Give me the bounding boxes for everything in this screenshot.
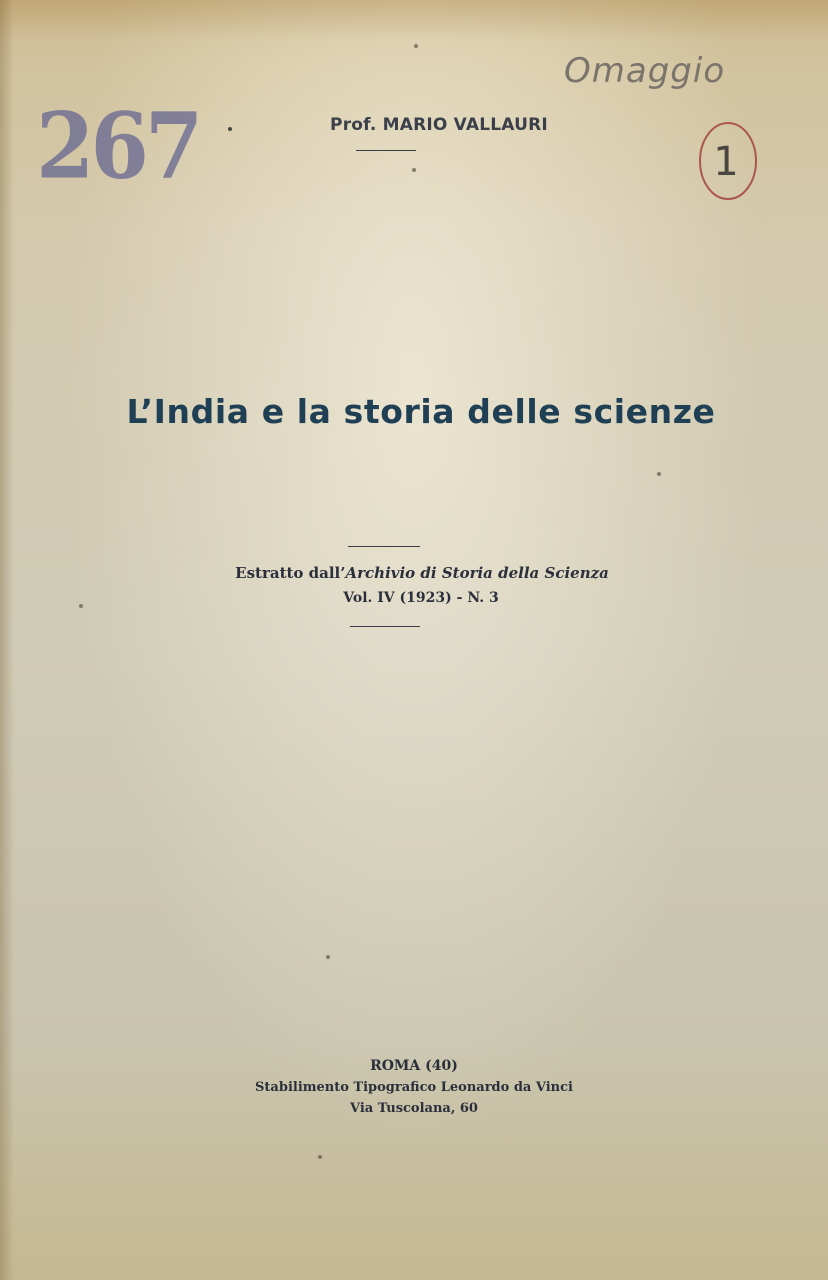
paper-speck [412,168,416,172]
volume-issue: Vol. IV (1923) - N. 3 [343,590,499,606]
paper-speck [657,472,661,476]
author-rule [356,150,416,151]
upper-divider [348,546,420,547]
extract-line [0,564,828,582]
journal-title: Archivio di Storia della Scienza [345,564,609,582]
document-title: L’India e la storia delle scienze [126,392,716,431]
imprint-street: Via Tuscolana, 60 [350,1101,478,1116]
circled-number: 1 [713,139,739,185]
paper-speck [326,955,330,959]
extract-prefix: Estratto dall’ [235,564,346,582]
handwritten-note: Omaggio [564,51,726,91]
author-line: Prof. MARIO VALLAURI [330,115,548,135]
paper-speck [318,1155,322,1159]
imprint-city: ROMA (40) [370,1058,458,1074]
imprint-printer: Stabilimento Tipografico Leonardo da Vinci [255,1080,573,1095]
paper-speck [414,44,418,48]
library-stamp-number: 267 [36,92,200,199]
paper-edge-top [0,0,828,40]
lower-divider [350,626,420,627]
